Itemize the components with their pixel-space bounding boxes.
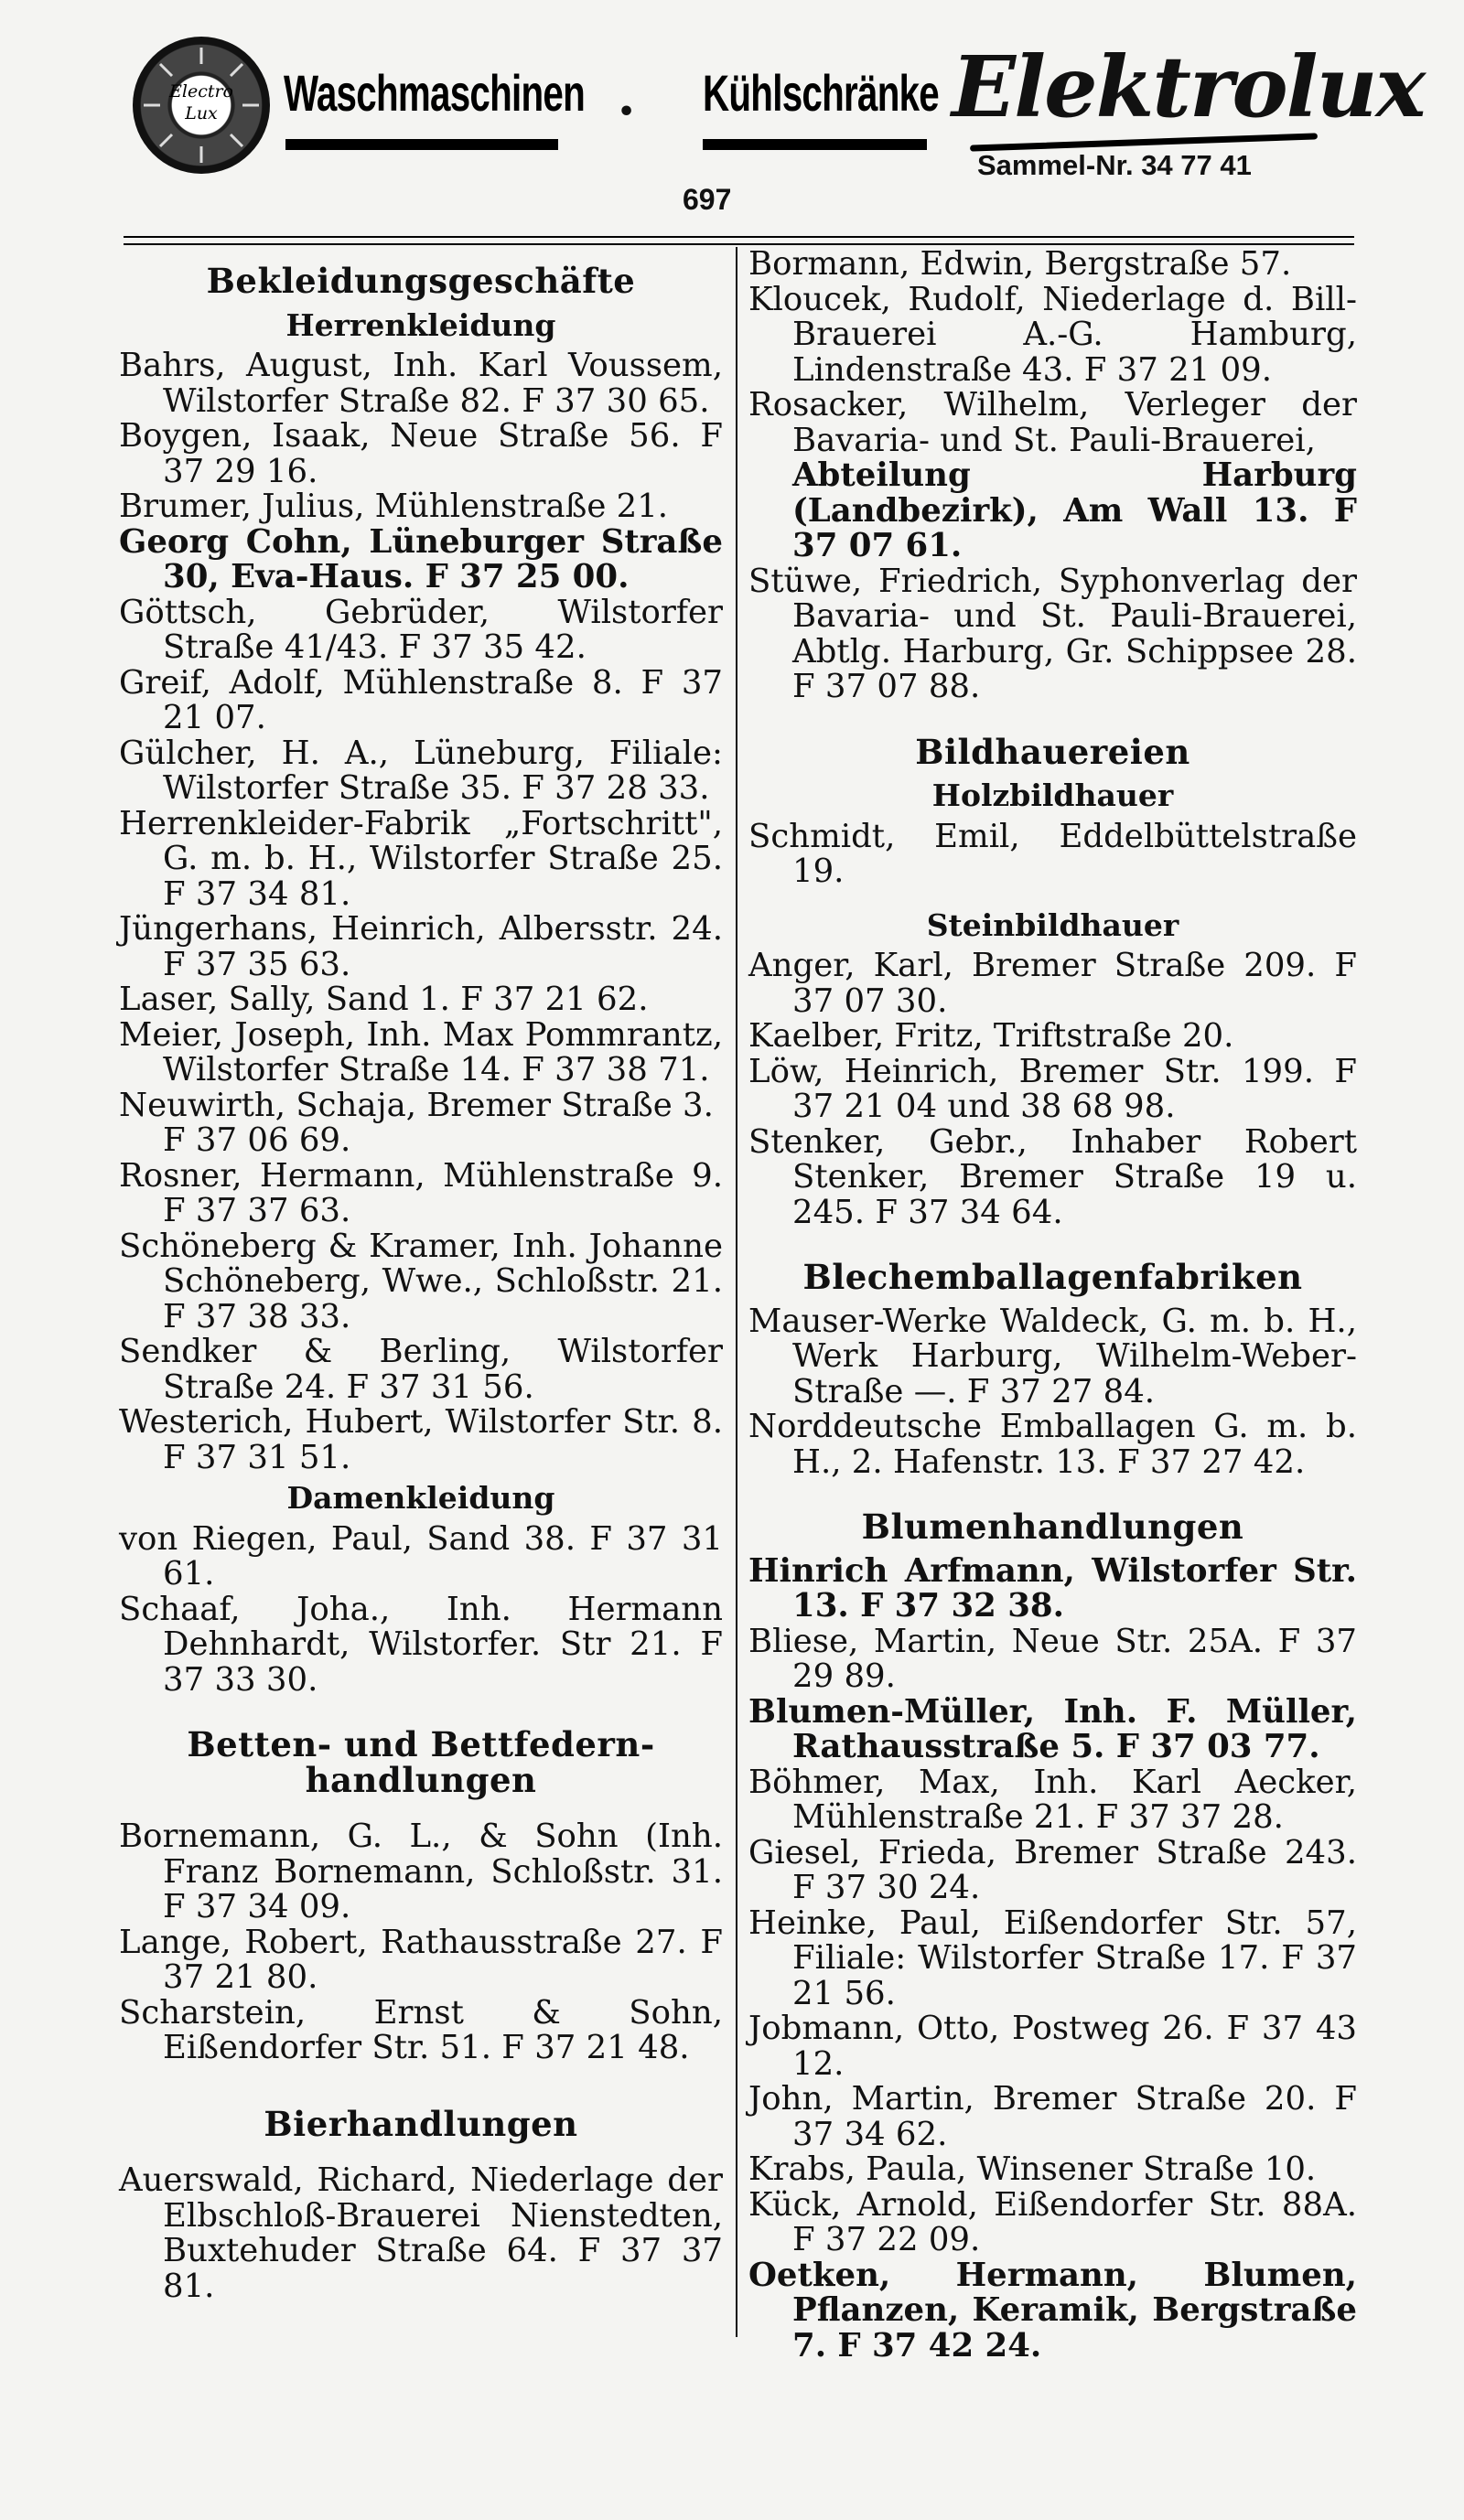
subsection-heading: Herrenkleidung [285, 306, 556, 343]
list-item: Giesel, Frieda, Bremer Straße 243. F 37 30 24. [748, 1833, 1357, 1906]
list-item: Auerswald, Richard, Niederlage der Elbschloß-Brauerei Nienstedten, Buxtehuder Straße 64. F 37 37 81. [119, 2161, 723, 2305]
ad-refrigerators: Kühlschränke [703, 64, 940, 122]
list-item: John, Martin, Bremer Straße 20. F 37 34 62. [748, 2080, 1357, 2153]
list-item: Göttsch, Gebrüder, Wilstorfer Straße 41/43. F 37 35 42. [119, 593, 723, 666]
list-item: Neuwirth, Schaja, Bremer Straße 3. [119, 1086, 714, 1124]
list-item: Boygen, Isaak, Neue Straße 56. F 37 29 16. [119, 417, 723, 490]
collective-number: Sammel-Nr. 34 77 41 [977, 149, 1252, 181]
section-heading: Bierhandlungen [264, 2103, 578, 2144]
list-item: Norddeutsche Emballagen G. m. b. H., 2. Hafenstr. 13. F 37 27 42. [748, 1408, 1357, 1481]
list-item: Scharstein, Ernst & Sohn, Eißendorfer Str. 51. F 37 21 48. [119, 1993, 723, 2066]
brand-name: Elektrolux [952, 38, 1425, 136]
ad-underline-left [285, 139, 558, 150]
header-rule [124, 236, 1354, 245]
list-item: Oetken, Hermann, Blumen, Pflanzen, Keramik, Bergstraße 7. F 37 42 24. [748, 2256, 1357, 2365]
subsection-heading: Damenkleidung [286, 1480, 555, 1516]
list-item: Rosacker, Wilhelm, Verleger der Bavaria- und St. Pauli-Brauerei, [748, 386, 1357, 459]
ad-separator: • [618, 96, 636, 128]
list-item-continuation: F 37 06 69. [163, 1121, 351, 1159]
ad-underline-right [703, 139, 927, 150]
section-heading: Bildhauereien [915, 731, 1190, 772]
list-item: Kloucek, Rudolf, Niederlage d. Bill-Brauerei A.-G. Hamburg, Lindenstraße 43. F 37 21 09. [748, 280, 1357, 389]
list-item: Greif, Adolf, Mühlenstraße 8. F 37 21 07. [119, 663, 723, 736]
list-item: Löw, Heinrich, Bremer Str. 199. F 37 21 04 und 38 68 98. [748, 1052, 1357, 1125]
list-item: Brumer, Julius, Mühlenstraße 21. [119, 488, 669, 525]
list-item: Meier, Joseph, Inh. Max Pommrantz, Wilstorfer Straße 14. F 37 38 71. [119, 1015, 723, 1088]
section-heading: Bekleidungsgeschäfte [206, 261, 636, 301]
electrolux-logo [133, 37, 270, 174]
list-item: Kaelber, Fritz, Triftstraße 20. [748, 1017, 1234, 1055]
list-item: Krabs, Paula, Winsener Straße 10. [748, 2150, 1317, 2188]
list-item: Georg Cohn, Lüneburger Straße 30, Eva-Haus. F 37 25 00. [119, 522, 723, 595]
subsection-heading: Holzbildhauer [931, 777, 1174, 813]
list-item: Hinrich Arfmann, Wilstorfer Str. 13. F 37 32 38. [748, 1551, 1357, 1625]
list-item: Mauser-Werke Waldeck, G. m. b. H., Werk Harburg, Wilhelm-Weber-Straße —. F 37 27 84. [748, 1302, 1357, 1410]
list-item: Bormann, Edwin, Bergstraße 57. [748, 245, 1292, 283]
list-item: Westerich, Hubert, Wilstorfer Str. 8. F 37 31 51. [119, 1403, 723, 1476]
list-item: Stenker, Gebr., Inhaber Robert Stenker, Bremer Straße 19 u. 245. F 37 34 64. [748, 1122, 1357, 1231]
list-item: Kück, Arnold, Eißendorfer Str. 88A. F 37 22 09. [748, 2185, 1357, 2258]
list-item: Blumen-Müller, Inh. F. Müller, Rathausstraße 5. F 37 03 77. [748, 1692, 1357, 1765]
page-number: 697 [683, 183, 732, 216]
list-item: Rosner, Hermann, Mühlenstraße 9. F 37 37 63. [119, 1156, 723, 1229]
list-item: Schaaf, Joha., Inh. Hermann Dehnhardt, Wilstorfer. Str 21. F 37 33 30. [119, 1590, 723, 1699]
list-item: Jüngerhans, Heinrich, Albersstr. 24. F 37 35 63. [119, 910, 723, 983]
column-divider [736, 247, 737, 2337]
right-column [748, 247, 1357, 2364]
logo-text: Electro Lux [169, 81, 233, 123]
list-item: Bahrs, August, Inh. Karl Voussem, Wilstorfer Straße 82. F 37 30 65. [119, 347, 723, 420]
list-item: Schöneberg & Kramer, Inh. Johanne Schöneberg, Wwe., Schloßstr. 21. F 37 38 33. [119, 1227, 723, 1335]
list-item: Bliese, Martin, Neue Str. 25A. F 37 29 89. [748, 1622, 1357, 1695]
list-item: Gülcher, H. A., Lüneburg, Filiale: Wilstorfer Straße 35. F 37 28 33. [119, 734, 723, 807]
list-item: Schmidt, Emil, Eddelbüttelstraße 19. [748, 817, 1357, 890]
list-item: Laser, Sally, Sand 1. F 37 21 62. [119, 981, 649, 1018]
list-item: Stüwe, Friedrich, Syphonverlag der Bavaria- und St. Pauli-Brauerei, Abtlg. Harburg, Gr. Schippsee 28. F 37 07 88. [748, 562, 1357, 705]
section-heading: Blumenhandlungen [861, 1507, 1244, 1547]
list-item: Herrenkleider-Fabrik „Fortschritt", G. m. b. H., Wilstorfer Straße 25. F 37 34 81. [119, 804, 723, 913]
list-item: Bornemann, G. L., & Sohn (Inh. Franz Bornemann, Schloßstr. 31. F 37 34 09. [119, 1818, 723, 1925]
list-item-continuation: Abteilung Harburg (Landbezirk), Am Wall 13. F 37 07 61. [792, 456, 1357, 564]
list-item: Jobmann, Otto, Postweg 26. F 37 43 12. [748, 2010, 1357, 2083]
list-item: Böhmer, Max, Inh. Karl Aecker, Mühlenstraße 21. F 37 37 28. [748, 1763, 1357, 1836]
subsection-heading: Steinbildhauer [926, 906, 1179, 943]
ad-washing-machines: Waschmaschinen [284, 64, 586, 122]
list-item: Anger, Karl, Bremer Straße 209. F 37 07 30. [748, 947, 1357, 1020]
list-item: Sendker & Berling, Wilstorfer Straße 24. F 37 31 56. [119, 1333, 723, 1406]
list-item: von Riegen, Paul, Sand 38. F 37 31 61. [119, 1519, 723, 1592]
section-heading: Betten- und Bettfedern-handlungen [187, 1724, 655, 1800]
list-item: Lange, Robert, Rathausstraße 27. F 37 21 80. [119, 1923, 723, 1996]
section-heading: Blechemballagenfabriken [802, 1257, 1303, 1297]
left-column [119, 247, 723, 2304]
list-item: Heinke, Paul, Eißendorfer Str. 57, Filiale: Wilstorfer Straße 17. F 37 21 56. [748, 1903, 1357, 2012]
